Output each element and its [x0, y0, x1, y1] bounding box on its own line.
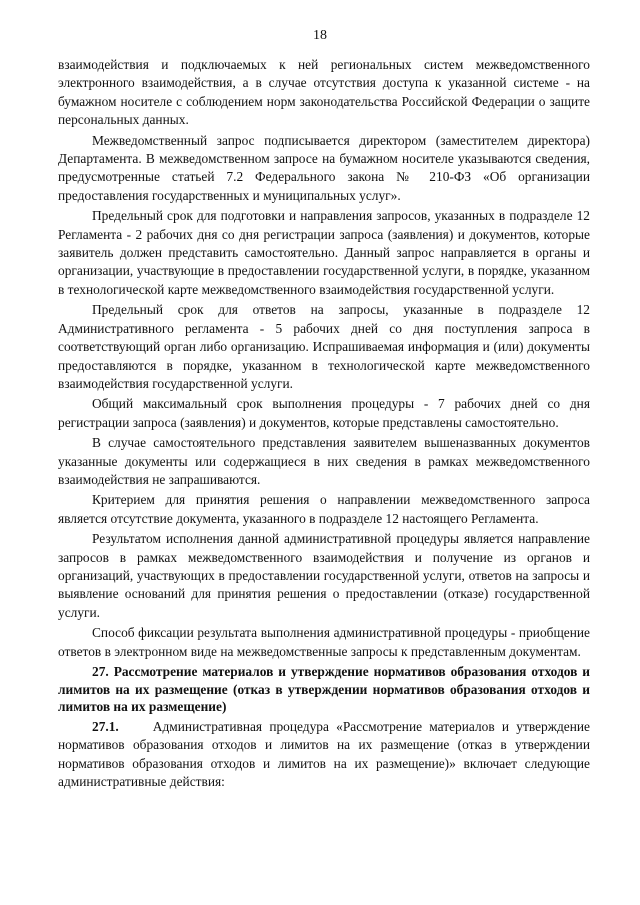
paragraph-request-signing: Межведомственный запрос подписывается директором (заместителем директора) Департамента. В межведомственном запросе на бумажном носителе указываются сведения, предусмотренные статьей 7.2 Федерального закона № 210-ФЗ «Об организации предоставления государственных и муниципальных услуг».	[58, 132, 590, 203]
document-body	[58, 56, 590, 793]
paragraph-continuation: взаимодействия и подключаемых к ней региональных систем межведомственного электронного взаимодействия, а в случае отсутствия доступа к указанной системе - на бумажном носителе с соблюдением норм законодательства Российской Федерации о защите персональных данных.	[58, 57, 590, 128]
subsection-text: Административная процедура «Рассмотрение материалов и утверждение нормативов образования отходов и лимитов на их размещение (отказ в утверждении нормативов образования отходов и лимитов на их размещение)» включает следующие административные действия:	[58, 718, 590, 789]
subsection-number: 27.1.	[92, 718, 119, 734]
paragraph-response-deadline: Предельный срок для ответов на запросы, указанные в подразделе 12 Административного регламента - 5 рабочих дней со дня поступления запроса в соответствующий орган либо организацию. Испрашиваемая информация и (или) документы предоставляются в порядке, указанном в технологической карте межведомственного взаимодействия государственной услуги.	[58, 302, 590, 391]
subsection-paragraph	[58, 718, 590, 792]
paragraph-result-fixation: Способ фиксации результата выполнения административной процедуры - приобщение ответов в электронном виде на межведомственные запросы к представленным документам.	[58, 625, 590, 659]
section-heading: 27. Рассмотрение материалов и утверждение нормативов образования отходов и лимитов на их размещение (отказ в утверждении нормативов образования отходов и лимитов на их размещение)	[58, 664, 590, 715]
paragraph-preparation-deadline: Предельный срок для подготовки и направления запросов, указанных в подразделе 12 Регламента - 2 рабочих дня со дня регистрации запроса (заявления) и документов, которые заявитель должен представить самостоятельно. Данный запрос направляется в органы и организации, участвующие в предоставлении государственной услуги, в порядке, указанном в технологической карте межведомственного взаимодействия государственной услуги.	[58, 208, 590, 297]
paragraph-procedure-result: Результатом исполнения данной административной процедуры является направление запросов в рамках межведомственного взаимодействия и получение из органов и организаций, участвующих в предоставлении государственной услуги, ответов на запросы и выявление оснований для принятия решения о предоставлении (отказе) государственной услуги.	[58, 531, 590, 620]
paragraph-self-submission: В случае самостоятельного представления заявителем вышеназванных документов указанные документы или содержащиеся в них сведения в рамках межведомственного взаимодействия не запрашиваются.	[58, 435, 590, 487]
page-number: 18	[313, 28, 327, 43]
paragraph-total-deadline: Общий максимальный срок выполнения процедуры - 7 рабочих дней со дня регистрации запроса (заявления) и документов, которые представлены самостоятельно.	[58, 396, 590, 430]
paragraph-decision-criterion: Критерием для принятия решения о направлении межведомственного запроса является отсутствие документа, указанного в подразделе 12 настоящего Регламента.	[58, 492, 590, 526]
